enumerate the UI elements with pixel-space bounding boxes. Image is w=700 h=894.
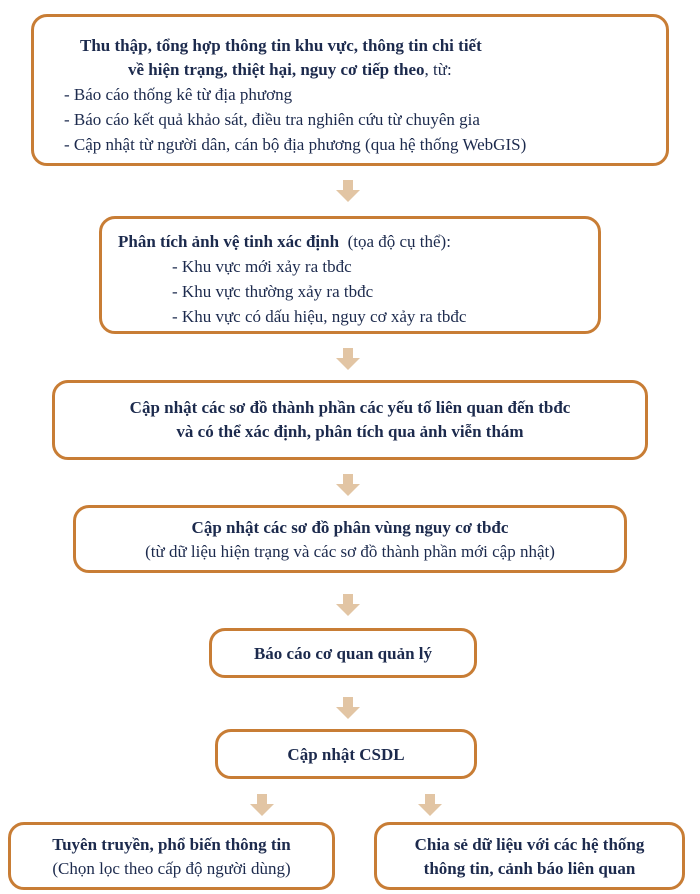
flow-arrow-2: [336, 348, 360, 370]
flow-arrow-3: [336, 474, 360, 496]
step-collect-item-1: - Báo cáo thống kê từ địa phương: [64, 85, 293, 104]
step-update-risk-zoning-box: [73, 505, 627, 573]
step-satellite-item-1: - Khu vực mới xảy ra tbđc: [172, 257, 352, 276]
flow-arrow-1: [336, 180, 360, 202]
step-collect-item-2: - Báo cáo kết quả khảo sát, điều tra nghiên cứu từ chuyên gia: [64, 110, 480, 129]
step-collect-item-3: - Cập nhật từ người dân, cán bộ địa phương (qua hệ thống WebGIS): [64, 135, 527, 154]
step-dissemination-title: Tuyên truyền, phổ biến thông tin: [52, 835, 291, 854]
step-update-database-box: [215, 729, 477, 779]
step-data-sharing-box: [374, 822, 685, 890]
flow-arrow-4: [336, 594, 360, 616]
step-update-component-maps-box: [52, 380, 648, 460]
step-report-authority-box: [209, 628, 477, 678]
flow-arrow-right-branch: [418, 794, 442, 816]
step-collect-info-box: [31, 14, 669, 166]
step-update-component-line2: và có thể xác định, phân tích qua ảnh viễn thám: [176, 422, 524, 441]
step-satellite-item-3: - Khu vực có dấu hiệu, nguy cơ xảy ra tbđc: [172, 307, 467, 326]
step-satellite-analysis-box: [99, 216, 601, 334]
step-dissemination-box: [8, 822, 335, 890]
step-risk-zoning-subtitle: (từ dữ liệu hiện trạng và các sơ đồ thành phần mới cập nhật): [145, 542, 555, 561]
step-report-authority-title: Báo cáo cơ quan quản lý: [253, 644, 433, 663]
step-risk-zoning-title: Cập nhật các sơ đồ phân vùng nguy cơ tbđc: [191, 518, 509, 537]
step-satellite-title-suffix: (tọa độ cụ thể):: [347, 232, 451, 251]
step-satellite-title-bold: Phân tích ảnh vệ tinh xác định: [118, 232, 340, 251]
step-satellite-item-2: - Khu vực thường xảy ra tbđc: [172, 282, 374, 301]
step-dissemination-subtitle: (Chọn lọc theo cấp độ người dùng): [52, 859, 291, 878]
flow-arrow-5: [336, 697, 360, 719]
step-collect-title-suffix: , từ:: [424, 60, 452, 79]
step-satellite-title: [118, 230, 451, 254]
step-data-sharing-line2: thông tin, cảnh báo liên quan: [423, 859, 636, 878]
step-collect-title-line2: [128, 58, 452, 82]
step-update-component-line1: Cập nhật các sơ đồ thành phần các yếu tố liên quan đến tbđc: [129, 398, 571, 417]
step-collect-title-line1: Thu thập, tổng hợp thông tin khu vực, thông tin chi tiết: [80, 36, 482, 55]
step-collect-title-bold: về hiện trạng, thiệt hại, nguy cơ tiếp theo: [128, 60, 425, 79]
step-update-database-title: Cập nhật CSDL: [287, 745, 405, 764]
step-data-sharing-line1: Chia sẻ dữ liệu với các hệ thống: [414, 835, 645, 854]
flow-arrow-left-branch: [250, 794, 274, 816]
